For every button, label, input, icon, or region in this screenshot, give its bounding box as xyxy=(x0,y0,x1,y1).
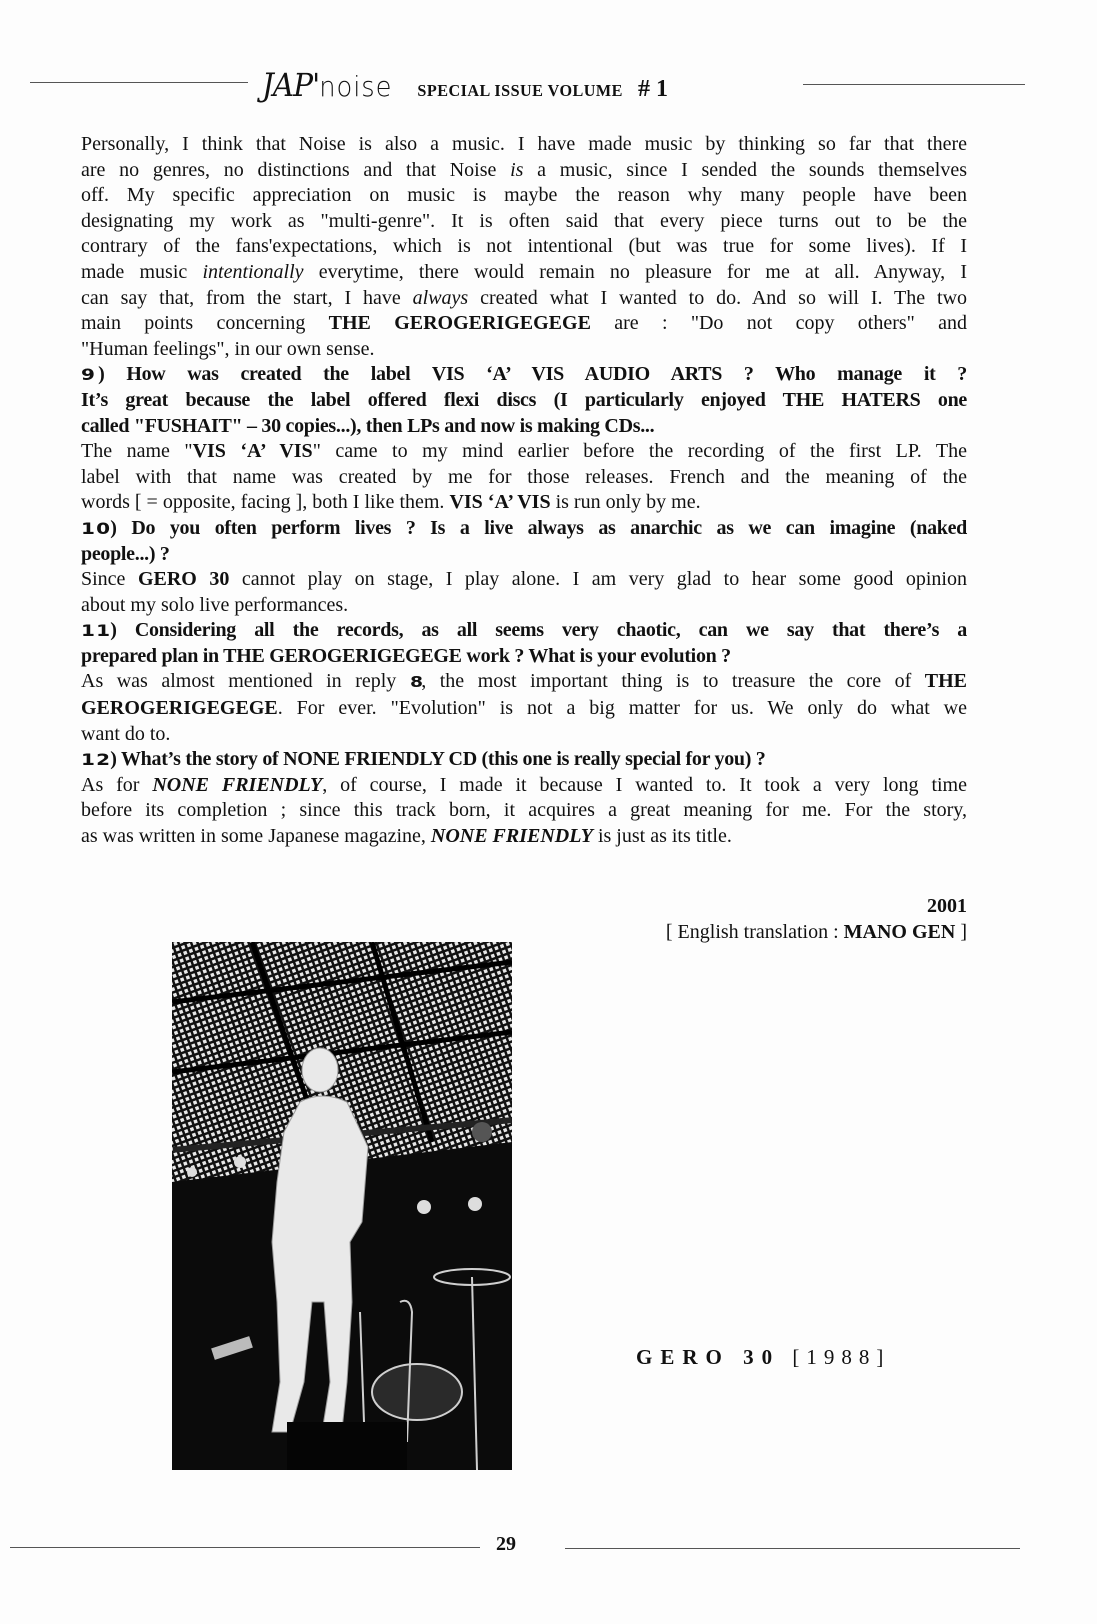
text-line: as was written in some Japanese magazine, NONE FRIENDLY is just as its title. xyxy=(81,825,732,848)
caption-year: [1988] xyxy=(792,1345,891,1369)
question-line: It’s great because the label offered flexi discs (I particularly enjoyed THE HATERS one xyxy=(81,388,967,411)
text-line: label with that name was created by me for those releases. French and the meaning of the xyxy=(81,465,967,488)
text-line: want do to. xyxy=(81,722,171,745)
answer xyxy=(81,567,967,618)
footer-rule-left xyxy=(10,1547,480,1548)
question-number: 10 xyxy=(81,518,112,538)
concert-photo xyxy=(172,942,512,1470)
question xyxy=(81,747,967,773)
text-line: As was almost mentioned in reply 8, the most important thing is to treasure the core of THE xyxy=(81,669,967,696)
question xyxy=(81,618,967,669)
intro-paragraph xyxy=(81,132,967,362)
question-line: 11) Considering all the records, as all seems very chaotic, can we say that there’s a xyxy=(81,618,967,644)
emphasis-italic: is xyxy=(510,158,524,181)
text-line: contrary of the fans'expectations, which is not intentional (but was true for some lives). If I xyxy=(81,235,967,258)
question-line: called "FUSHAIT" – 30 copies...), then LPs and now is making CDs... xyxy=(81,414,655,437)
header-subtitle: SPECIAL ISSUE VOLUME xyxy=(417,81,623,100)
logo-main: JAP' xyxy=(262,66,320,104)
qa-list xyxy=(81,362,967,849)
signature-block xyxy=(666,893,967,945)
qa-item xyxy=(81,362,967,516)
page-number: 29 xyxy=(496,1533,516,1555)
qa-item xyxy=(81,516,967,618)
question-line: 10) Do you often perform lives ? Is a live always as anarchic as we can imagine (naked xyxy=(81,516,967,542)
header-rule-right xyxy=(803,84,1025,85)
text-line: "Human feelings", in our own sense. xyxy=(81,337,375,360)
text-line: GEROGERIGEGEGE. For ever. "Evolution" is not a big matter for us. We only do what we xyxy=(81,697,967,720)
text-line: made music intentionally everytime, there would remain no pleasure for me at all. Anyway, I xyxy=(81,260,967,283)
text-line: The name "VIS ‘A’ VIS" came to my mind earlier before the recording of the first LP. The xyxy=(81,440,968,463)
emphasis-bold: THE GEROGERIGEGEGE xyxy=(328,312,591,335)
text-line: before its completion ; since this track born, it acquires a great meaning for me. For the story, xyxy=(81,799,967,822)
question-line: 12) What’s the story of NONE FRIENDLY CD (this one is really special for you) ? xyxy=(81,747,967,773)
emphasis-bold: GEROGERIGEGEGE xyxy=(81,697,278,720)
text-line: Personally, I think that Noise is also a music. I have made music by thinking so far that there xyxy=(81,133,967,155)
answer xyxy=(81,669,967,747)
answer xyxy=(81,439,967,516)
emphasis-bold: THE xyxy=(924,670,967,693)
text-line: are no genres, no distinctions and that Noise is a music, since I sended the sounds themselves xyxy=(81,158,967,181)
translator-name: MANO GEN xyxy=(843,921,956,943)
reply-reference: 8 xyxy=(409,673,425,692)
question-line: prepared plan in THE GEROGERIGEGEGE work ? What is your evolution ? xyxy=(81,644,731,667)
question xyxy=(81,516,967,567)
stage-riser xyxy=(287,1422,407,1470)
text-line: off. My specific appreciation on music is maybe the reason why many people have been xyxy=(81,184,967,207)
interview-article xyxy=(81,132,967,850)
header-rule-left xyxy=(30,82,248,83)
translation-prefix: [ English translation : xyxy=(665,921,844,943)
signature-year: 2001 xyxy=(927,895,967,917)
footer-rule-right xyxy=(565,1548,1020,1549)
question-line: 9) How was created the label VIS ‘A’ VIS AUDIO ARTS ? Who manage it ? xyxy=(81,362,967,388)
qa-item xyxy=(81,618,967,747)
caption-name: GERO 30 xyxy=(636,1345,781,1369)
question xyxy=(81,362,967,439)
text-line: main points concerning THE GEROGERIGEGEGE are : "Do not copy others" and xyxy=(81,312,967,335)
issue-number: # 1 xyxy=(638,76,668,102)
emphasis-italic: always xyxy=(412,286,469,309)
magazine-logo xyxy=(262,66,392,104)
text-line: designating my work as "multi-genre". It is often said that every piece turns out to be the xyxy=(81,209,967,232)
emphasis-italic: intentionally xyxy=(202,260,304,283)
question-number: 9 xyxy=(81,365,97,385)
qa-item xyxy=(81,747,967,849)
text-line: Since GERO 30 cannot play on stage, I play alone. I am very glad to hear some good opinion xyxy=(81,568,967,591)
question-line: people...) ? xyxy=(81,542,170,565)
question-number: 12 xyxy=(81,750,112,770)
text-line: about my solo live performances. xyxy=(81,593,349,616)
translation-suffix: ] xyxy=(955,921,967,943)
logo-noise: noise xyxy=(319,70,393,103)
emphasis-bold: VIS ‘A’ VIS xyxy=(192,440,313,463)
question-number: 11 xyxy=(81,621,112,641)
running-header xyxy=(262,66,802,104)
emphasis-bold: GERO 30 xyxy=(137,568,230,591)
emphasis-title: NONE FRIENDLY xyxy=(430,825,593,848)
emphasis-bold: VIS ‘A’ VIS xyxy=(449,491,551,514)
emphasis-title: NONE FRIENDLY xyxy=(152,773,323,796)
photo-caption xyxy=(636,1345,890,1370)
translation-credit xyxy=(666,919,967,945)
answer xyxy=(81,773,967,850)
text-line: words [ = opposite, facing ], both I like them. VIS ‘A’ VIS is run only by me. xyxy=(81,491,701,514)
text-line: As for NONE FRIENDLY, of course, I made it because I wanted to. It took a very long time xyxy=(81,773,967,796)
stage-photo-illustration xyxy=(172,942,512,1470)
text-line: can say that, from the start, I have always created what I wanted to do. And so will I. The two xyxy=(81,286,968,309)
